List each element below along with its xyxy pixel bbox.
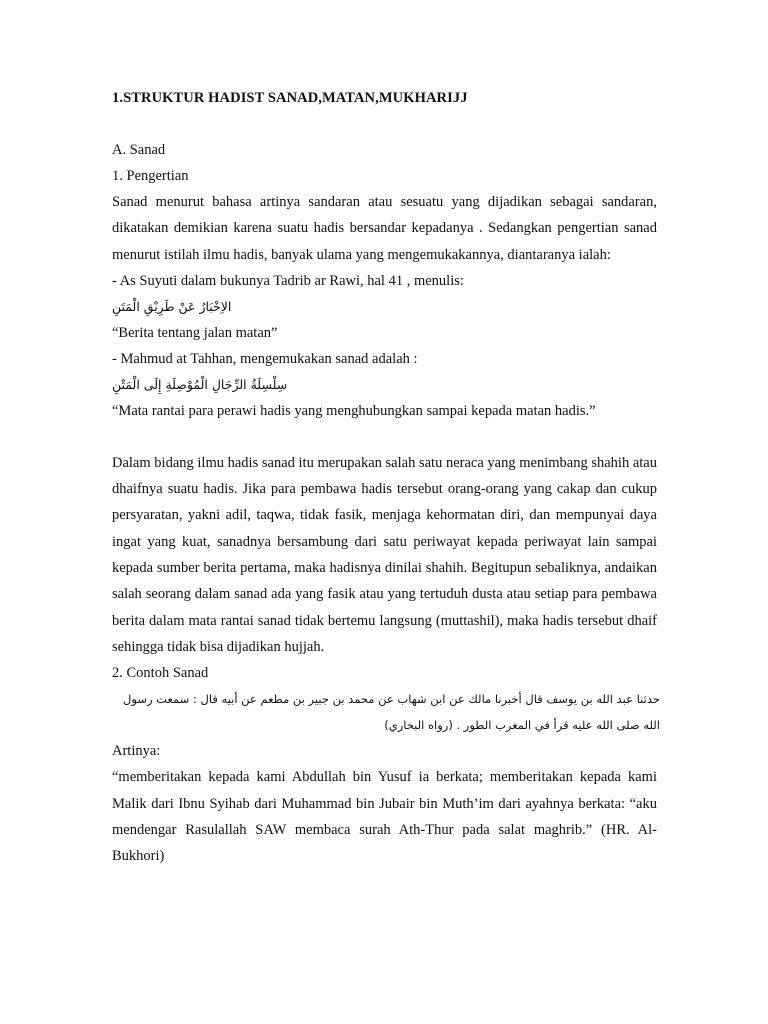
subheading-pengertian: 1. Pengertian: [112, 168, 189, 184]
artinya-label: Artinya:: [112, 743, 161, 760]
document-page: [112, 85, 660, 869]
suyuti-translation: “Berita tentang jalan matan”: [112, 324, 278, 341]
tahhan-intro: - Mahmud at Tahhan, mengemukakan sanad adalah :: [112, 350, 418, 367]
suyuti-arabic-quote: الاِخْبَارُ عَنْ طَرِيْقِ الْمَتَنِ: [112, 298, 232, 314]
example-arabic-line-1: حدثنا عبد الله بن يوسف قال أخبرنا مالك عن ابن شهاب عن محمد بن جبير بن مطعم عن أبيه قال : سمعت رسول: [123, 692, 660, 707]
paragraph-example-translation: “memberitakan kepada kami Abdullah bin Yusuf ia berkata; memberitakan kepada kami Malik dari Ibnu Syihab dari Muhammad bin Jubair bin Muth’im dari ayahnya berkata: “aku mendengar Rasulallah SAW membaca surah Ath-Thur pada salat maghrib.” (HR. Al-Bukhori): [112, 769, 657, 865]
spacer: [112, 424, 657, 450]
spacer: [112, 111, 657, 137]
document-title: 1.STRUKTUR HADIST SANAD,MATAN,MUKHARIJJ: [112, 90, 468, 106]
example-arabic-line-2: الله صلى الله عليه قرأ في المغرب الطور . (رواه البخاري): [384, 718, 660, 733]
subheading-contoh-sanad: 2. Contoh Sanad: [112, 665, 209, 682]
example-arabic-hadith: [112, 686, 660, 738]
section-heading-sanad: A. Sanad: [112, 142, 166, 158]
tahhan-translation: “Mata rantai para perawi hadis yang menghubungkan sampai kepada matan hadis.”: [112, 402, 596, 419]
paragraph-definition: Sanad menurut bahasa artinya sandaran atau sesuatu yang dijadikan sebagai sandaran, dikatakan demikian karena suatu hadis bersandar kepadanya . Sedangkan pengertian sanad menurut istilah ilmu hadis, banyak ulama yang mengemukakannya, diantaranya ialah:: [112, 194, 657, 263]
paragraph-discussion: Dalam bidang ilmu hadis sanad itu merupakan salah satu neraca yang menimbang shahih atau dhaifnya suatu hadis. Jika para pembawa hadis tersebut orang-orang yang cakap dan cukup persyaratan, yakni adil, taqwa, tidak fasik, menjaga kehormatan diri, dan mempunyai daya ingat yang kuat, sanadnya bersambung dari satu periwayat kepada periwayat lain sampai kepada sumber berita pertama, maka hadisnya dinilai shahih. Begitupun sebaliknya, andaikan salah seorang dalam sanad ada yang fasik atau yang tertuduh dusta atau setiap para pembawa berita dalam mata rantai sanad tidak bertemu langsung (muttashil), maka hadis tersebut dhaif sehingga tidak bisa dijadikan hujjah.: [112, 454, 657, 655]
tahhan-arabic-quote: سِلْسِلَةُ الرِّجَالِ الْمُوْصِلَةِ إِلَى الْمَتْنِ: [112, 376, 288, 392]
suyuti-intro: - As Suyuti dalam bukunya Tadrib ar Rawi, hal 41 , menulis:: [112, 272, 464, 289]
